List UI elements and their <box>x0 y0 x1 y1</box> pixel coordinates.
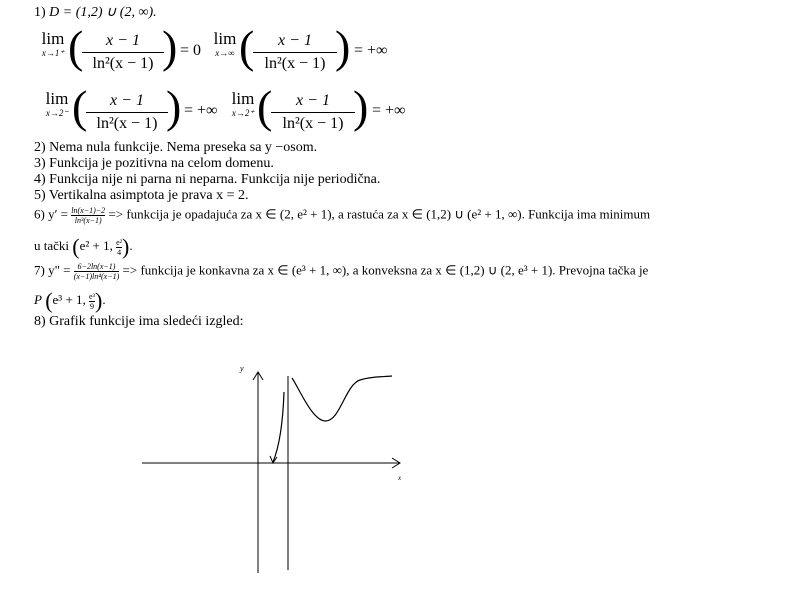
right-branch-curve <box>292 376 392 421</box>
limit-4-num: x − 1 <box>296 92 330 109</box>
item-5: 5) Vertikalna asimptota je prava x = 2. <box>34 188 249 203</box>
item-6-prefix: 6) y′ = <box>34 206 69 222</box>
limit-1-result: = 0 <box>180 42 202 59</box>
limit-2-num: x − 1 <box>278 32 312 49</box>
item-4: 4) Funkcija nije ni parna ni neparna. Funkcija nije periodična. <box>34 172 381 187</box>
item-7-point-num: e³ <box>89 291 95 301</box>
limit-1-word: lim <box>41 29 65 48</box>
y-axis-label: y <box>240 364 244 373</box>
item-1-number: 1) <box>34 5 46 20</box>
limit-4-den: ln²(x − 1) <box>271 112 355 135</box>
x-axis-label: x <box>398 474 402 482</box>
item-7-line-2: P (e³ + 1, $\frac{\text{e³}}{9}$ ). <box>34 288 106 313</box>
limit-1-den: ln²(x − 1) <box>82 52 164 75</box>
limit-4-rparen: ) <box>353 81 369 132</box>
limit-3-den: ln²(x − 1) <box>86 112 168 135</box>
item-6-num: ln(x−1)−2 <box>71 206 106 215</box>
limit-2-den: ln²(x − 1) <box>253 52 337 75</box>
domain-definition: D = (1,2) ∪ (2, ∞). <box>49 5 157 20</box>
limit-4-word: lim <box>231 89 255 108</box>
item-8: 8) Grafik funkcije ima sledeći izgled: <box>34 314 244 329</box>
item-7-point-x: e³ + 1, <box>52 291 86 307</box>
item-6-line-2: u tački (e² + 1, $\frac{\text{e²}}{4}$ ). <box>34 234 133 259</box>
limit-2-result: = +∞ <box>354 42 388 59</box>
item-7-point-prefix: P <box>34 291 42 307</box>
item-7-den: (x−1)ln⁴(x−1) <box>73 272 120 281</box>
item-6-point-num: e² <box>116 237 123 247</box>
limit-3-rparen: ) <box>166 81 182 132</box>
limit-4-lparen: ( <box>257 81 273 132</box>
item-3: 3) Funkcija je pozitivna na celom domenu. <box>34 156 274 171</box>
item-7-prefix: 7) y" = <box>34 262 71 278</box>
limit-3-num: x − 1 <box>110 92 144 109</box>
item-6-point-x: e² + 1, <box>79 237 113 253</box>
limit-1-sub: x→1⁺ <box>41 48 65 58</box>
limit-3-sub: x→2⁻ <box>45 108 69 118</box>
item-2: 2) Nema nula funkcije. Nema preseka sa y −osom. <box>34 140 318 155</box>
item-6-den: ln³(x−1) <box>74 216 102 225</box>
item-6-point-den: 4 <box>117 247 122 257</box>
limit-2-lparen: ( <box>239 21 255 72</box>
limit-3-result: = +∞ <box>184 102 218 119</box>
item-7-point-den: 9 <box>90 301 94 311</box>
limit-1-lparen: ( <box>68 21 84 72</box>
item-6-point-prefix: u tački <box>34 237 70 253</box>
limit-4-result: = +∞ <box>372 102 406 119</box>
limit-1-rparen: ) <box>162 21 178 72</box>
limit-2-word: lim <box>213 29 237 48</box>
item-7-num: 6−2ln(x−1) <box>74 262 120 272</box>
limit-2-rparen: ) <box>335 21 351 72</box>
limit-1-num: x − 1 <box>106 32 140 49</box>
left-branch-curve <box>273 392 284 462</box>
limit-4-sub: x→2⁺ <box>231 108 255 118</box>
item-7-text: => funkcija je konkavna za x ∈ (e³ + 1, ∞), a konveksna za x ∈ (1,2) ∪ (2, e³ + 1). Prevojna tačka je <box>122 262 649 278</box>
limit-2-sub: x→∞ <box>215 48 235 58</box>
limit-3-word: lim <box>45 89 69 108</box>
limit-3-lparen: ( <box>72 81 88 132</box>
item-6-text: => funkcija je opadajuća za x ∈ (2, e² + 1), a rastuća za x ∈ (1,2) ∪ (e² + 1, ∞). Funkcija ima minimum <box>108 206 651 222</box>
